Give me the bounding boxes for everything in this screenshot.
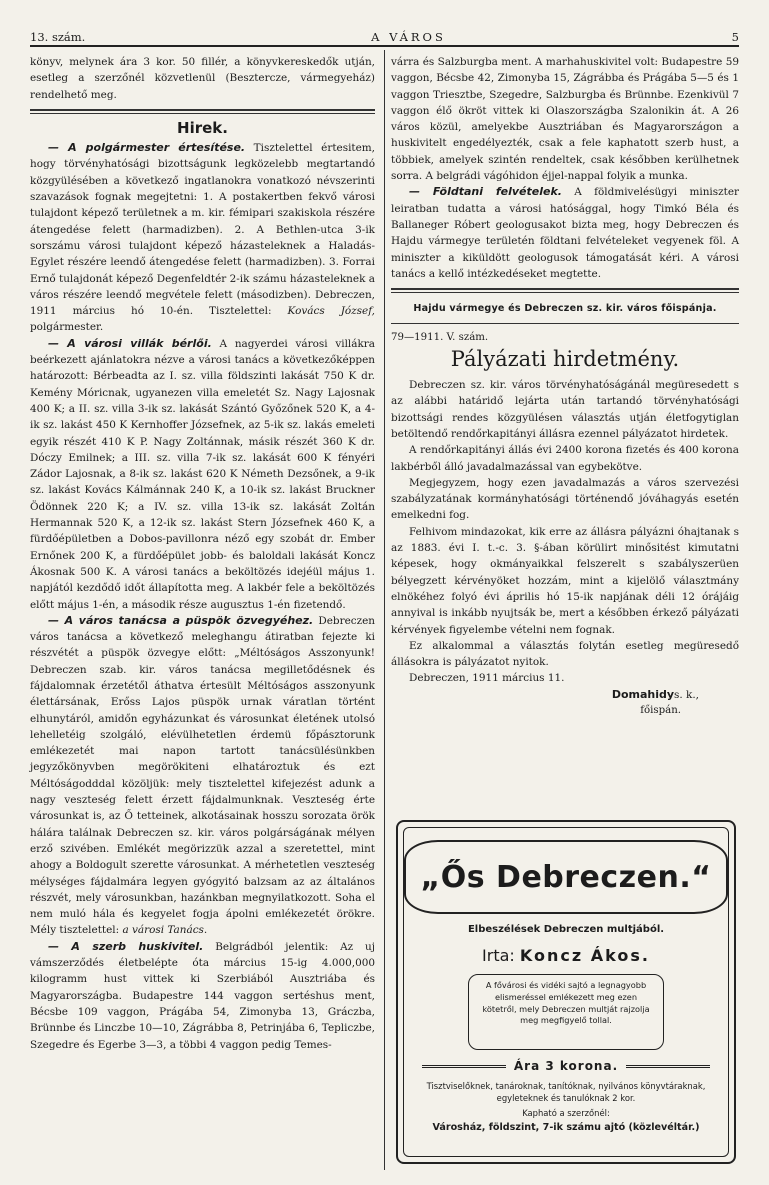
signer-suffix: s. k.,: [674, 688, 699, 701]
article-body: Debreczen város tanácsa a következő meleghangu átiratban fejezte ki részvétét a püspök özvegye előtt: „Méltóságos Asszonyunk! Debreczen szab. kir. város tanácsa megilletődésnek és fájdalomnak érzetétől áthatva értesült Méltóságos asszonyunk élettársának, Erőss Lajos püspök urnak váratlan történt elhunytáról, amidőn egyházunkat és városunkat életének utolsó lehelletéig szolgáló, elévülhetetlen érdemü főpásztorunk emlékezetét mai napon tartott tanácsülésünkben jegyzőkönyvben megörökiteni elhatároztuk és ezt Méltóságodddal közöljük: mely tisztelettel kifejezést adunk a nagy veszteség felett érzett fájdalmunknak. Veszteség érte városunkat is, az Ő tetteinek, alkotásainak hosszu sorozata örök hálára találnak Debreczen sz. kir. város polgárságának mélyen erző szivében. Emlékét megörizzük azzal a szeretettel, mint ahogy a Boldogult szerette városunkat. A mérhetetlen veszteség mélységes fájdalmára legyen gyógyitó balzsam az az általános részvét, mely városunkban, hazánkban megnyilatkozott. Soha el nem muló hála és kegyelet fogja ápolni emlékezetét örökre. Mély tisztelettel:: [30, 614, 375, 937]
article-geological-survey: [391, 184, 739, 282]
issue-number: 13. szám.: [30, 30, 86, 44]
notice-paragraph: Ez alkalommal a választás folytán esetleg megüresedő állásokra is pályázatot nyitok.: [391, 639, 739, 669]
ad-discount: Tisztviselőknek, tanároknak, tanítóknak, nyilvános könyvtáraknak, egyleteknek és tanulóknak 2 kor.: [426, 1081, 706, 1103]
column-divider: [384, 50, 385, 1170]
section-rule-thin: [30, 113, 375, 114]
article-lead: — Földtani felvételek.: [409, 185, 562, 199]
ad-availability: Kapható a szerzőnél:: [522, 1108, 610, 1118]
ad-author-name: Koncz Ákos.: [519, 946, 650, 965]
document-number: 79—1911. V. szám.: [391, 332, 489, 344]
article-council-condolence: [30, 613, 375, 939]
signer-title: főispán.: [640, 704, 681, 716]
right-column: [391, 54, 739, 719]
signature: Kovács József,: [287, 305, 375, 318]
notice-paragraph: Debreczen sz. kir. város törvényhatóságánál megüresedett s az alábbi határidő lejárta után tartandó törvényhatósági bizottsági rendes közgyülésen választás utján életfogytiglan betöltendő rendőrkapitányi állásra ezennel pályázatot hirdetek.: [391, 379, 739, 440]
left-column: [30, 54, 375, 1053]
signature: a városi Tanács.: [122, 924, 208, 937]
article-body: Belgrádból jelentik: Az uj vámszerződés életbelépte óta március 15-ig 4.000,000 kilogramm hust vittek ki Szerbiából Ausztriába és Magyarországba. Budapestre 144 vaggon sertéshus ment, Bécsbe 109 vaggon, Prágába 54, Zimonyba 13, Gráczba, Brünnbe és Linczbe 10—10, Zágrábba 8, Petrinjába 6, Tepliczbe, Szegedre és Egerbe 3—3, a többi 4 vaggon pedig Temes-: [30, 940, 375, 1051]
official-header: Hajdu vármegye és Debreczen sz. kir. város főispánja.: [413, 303, 717, 315]
ad-title-frame: [404, 840, 728, 914]
article-mayor-notice: [30, 140, 375, 336]
notice-paragraph: Megjegyzem, hogy ezen javadalmazás a város szervezési szabályzatának kormányhatósági történendő jóváhagyás esetén emelkedni fog.: [391, 476, 739, 522]
article-continuation: várra és Salzburgba ment. A marhahuskivitel volt: Budapestre 59 vaggon, Bécsbe 42, Zimonyba 15, Zágrábba és Prágába 5—5 és 1 vaggon Triesztbe, Szegedre, Salzburgba és Brünnbe. Ezenkivül 7 vaggon élő ökröt vittek ki Olaszországba Szalonikin át. A 26 város közül, amelyekbe Ausztriában és Magyarországon a huskivitelt engedélyezték, csak a fele kaphatott szerb hust, a többiek, amelyek szintén rendeltek, csak későbben kerülhetnek sorra. A belgrádi vágóhidon éjjel-nappal folyik a munka.: [391, 56, 739, 183]
section-rule: [30, 109, 375, 111]
article-lead: — A város tanácsa a püspök özvegyéhez.: [48, 613, 314, 627]
book-advertisement: [396, 820, 736, 1164]
signature-row: [391, 687, 739, 703]
article-body: A földmivelésügyi miniszter leiratban tudatta a városi hatósággal, hogy Timkó Béla és Ballaneger Róbert geologusakot bizta meg, hogy Debreczen és Hajdu vármegye területén földtani felvételeket vegyenek föl. A miniszter a kiküldött geologusok támogatását kéri. A városi tanács a kellő intézkedéseket megtette.: [391, 186, 739, 280]
ad-author: [398, 946, 734, 965]
ad-price: [414, 1059, 718, 1073]
article-lead: — A szerb huskivitel.: [48, 939, 204, 953]
signature-title: polgármester.: [30, 321, 104, 334]
ad-description: A fővárosi és vidéki sajtó a legnagyobb elismeréssel emlékezett meg ezen kötetről, mely Debreczen multját rajzolja meg megfigyelő tollal.: [468, 974, 664, 1050]
page-number: 5: [731, 30, 739, 44]
ad-price-text: Ára 3 korona.: [513, 1059, 619, 1073]
ad-subtitle: Elbeszélések Debreczen multjából.: [467, 924, 665, 935]
signer-name: Domahidy: [611, 687, 675, 701]
intro-paragraph: könyv, melynek ára 3 kor. 50 fillér, a könyvkereskedők utján, esetleg a szerzőnél közvetlenül (Besztercze, vármegyeház) rendelhető meg.: [30, 56, 375, 101]
article-serbian-meat-export: [30, 939, 375, 1053]
article-body: A nagyerdei városi villákra beérkezett ajánlatokra nézve a városi tanács a következőképpen határozott: Bérbeadta az I. sz. villa földszinti lakását 750 K dr. Kemény Móricnak, ugyanezen villa emeletét Sz. Nagy Lajosnak 400 K; a II. sz. villa 3-ik sz. lakását Szántó Győzőnek 520 K, a 4-ik sz. lakást 450 K Kernhoffer Józsefnek, az 5-ik sz. lakás emeleti egyik részét 410 K P. Nagy Zoltánnak, másik részét 360 K dr. Dóczy Emilnek; a III. sz. villa 7-ik sz. lakását 600 K fényéri Zádor Lajosnak, a 8-ik sz. lakást 620 K Németh Dezsőnek, a 9-ik sz. lakást Kovács Kálmánnak 240 K, a 10-ik sz. lakást Bruckner Ödönnek 220 K; a IV. sz. villa 13-ik sz. lakását Zoltán Hermannak 520 K, a 12-ik sz. lakást Stern Józsefnek 460 K, a fürdőépületben a Dobos-pavillonra néző egy szobát dr. Ember Ernőnek 200 K, a fürdőépület jobb- és baloldali lakását Koncz Ákosnak 500 K. A városi tanács a beköltözés idejéül május 1. napjától kezdődő időt állapította meg. A lakbér fele a beköltözés előtt május 1-én, a második része augusztus 1-én fizetendő.: [30, 337, 375, 611]
newspaper-title: A VÁROS: [371, 30, 446, 44]
notice-paragraph: A rendőrkapitányi állás évi 2400 korona fizetés és 400 korona lakbérből álló javadalmazással van egybekötve.: [391, 444, 739, 473]
ad-author-prefix: Irta:: [482, 946, 520, 965]
section-rule-thin: [391, 323, 739, 324]
ad-title: „Ős Debreczen.“: [420, 859, 712, 895]
ad-address: Városház, földszint, 7-ik számu ajtó (közlevéltár.): [432, 1122, 700, 1133]
article-body: Tisztelettel értesitem, hogy törvényhatósági bizottságunk legközelebb megtartandó közgyülésében a következő ingatlanokra vonatkozó névszerinti szavazások fognak megejtetni: 1. A postakertben fekvő városi tulajdont képező területnek a m. kir. fémipari szakiskola részére átengedése felett (harmadizben). 2. A Bethlen-utca 3-ik sorszámu városi tulajdont képező házasteleknek a Haladás-Egylet részére leendő átengedése felett (harmadizben). 3. Forrai Ernő tulajdonát képező Degenfeldtér 2-ik számu házasteleknek a város részére leendő megvétele felett (másodizben). Debreczen, 1911 március hó 10-én. Tisztelettel:: [30, 142, 375, 318]
header-rule: [30, 45, 739, 47]
article-lead: — A városi villák bérlői.: [48, 336, 212, 350]
article-lead: — A polgármester értesítése.: [48, 141, 246, 155]
notice-paragraph: Felhivom mindazokat, kik erre az állásra pályázni óhajtanak s az 1883. évi I. t.-c. 3. §-ában körülirt minősitést kimutatni képesek, hogy okmányaikkal felszerelt s szabályszerüen bélyegzett kérvényöket hozzám, mint a kijelölő választmány elnökéhez folyó évi április hó 15-ik napjának déli 12 órájáig annyival is inkább nyujtsák be, mert a későbben érkező pályázati kérvények figyelembe vételni nem fognak.: [391, 525, 739, 636]
notice-title: Pályázati hirdetmény.: [450, 346, 680, 371]
page-header: [30, 26, 739, 44]
notice-date: Debreczen, 1911 március 11.: [409, 672, 565, 685]
section-title-hirek: Hirek.: [177, 118, 228, 137]
section-rule-thin: [391, 292, 739, 293]
article-villa-tenants: [30, 336, 375, 613]
section-rule: [391, 288, 739, 290]
